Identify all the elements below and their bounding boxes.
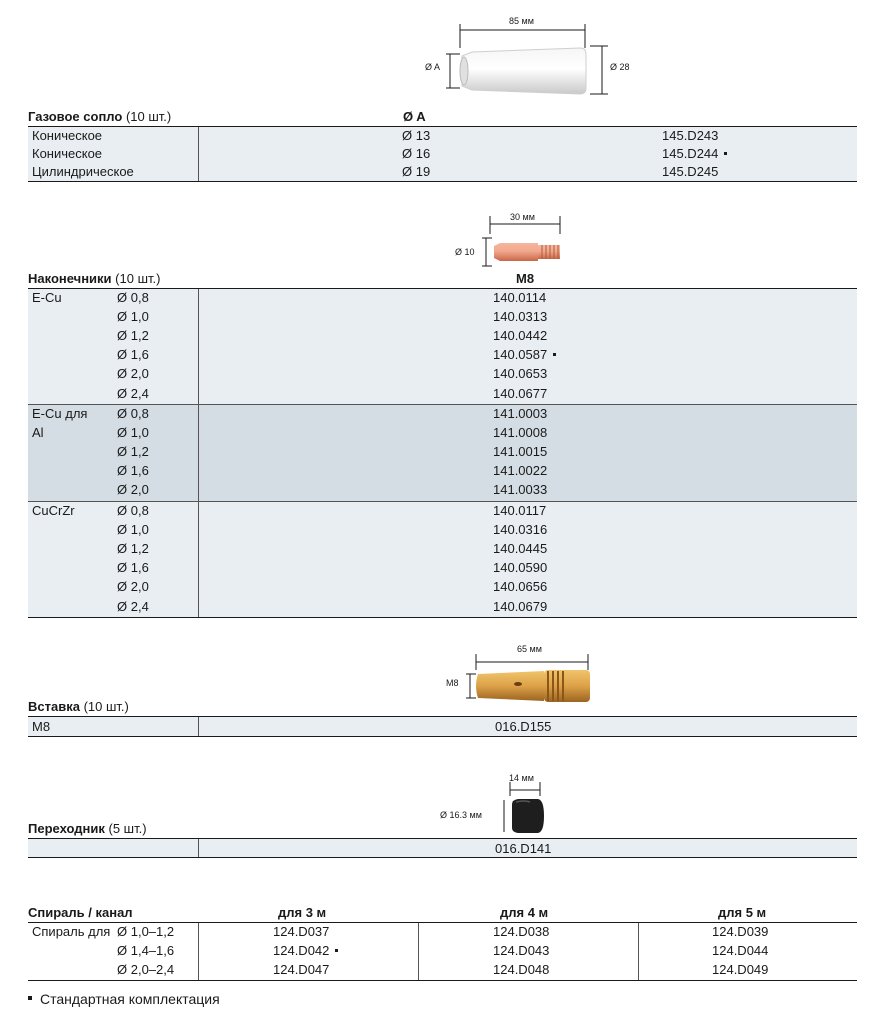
liner-row-dia-text: Ø 2,0–2,4 [117,962,175,977]
tips-row-dia-text: Ø 0,8 [117,406,149,421]
tips-group [28,405,857,502]
tips-row-dia-text: Ø 2,0 [117,366,149,381]
tips-row-dia [117,444,149,459]
nozzle-col-header: Ø A [403,109,426,124]
tips-row-code-text: 140.0316 [493,522,548,537]
tips-row-dia [117,463,149,478]
nozzle-row-name [32,164,134,179]
tips-section-title: Наконечники (10 шт.) [28,271,161,286]
liner-col-header-4m: для 4 м [500,905,549,920]
col-divider [198,405,199,501]
tips-row-dia-text: Ø 1,2 [117,444,149,459]
tips-row-code-text: 140.0114 [493,290,547,305]
tips-row-dia [117,309,149,324]
insert-length-label: 65 мм [517,644,542,654]
liner-row-dia [117,962,174,977]
nozzle-row-code [662,164,718,179]
adapter-code: 016.D141 [495,841,552,856]
tips-row-dia-text: Ø 1,2 [117,328,149,343]
tips-group-name-2-text: Al [32,425,44,441]
tips-row-dia [117,560,149,575]
nozzle-row-name [32,146,102,161]
tips-group [28,502,857,618]
liner-row-code-text: 124.D043 [493,943,550,958]
tips-row-code-text: 141.0008 [493,425,548,440]
liner-row-code-text: 124.D042 [273,943,330,958]
adapter-row [28,839,857,858]
liner-row-code-text: 124.D049 [712,962,769,977]
tips-row-dia-text: Ø 2,4 [117,386,149,401]
tips-group [28,289,857,405]
tips-row-code-text: 140.0679 [493,599,548,614]
tips-row-code [493,463,547,478]
footnote-text: Стандартная комплектация [40,991,220,1007]
tips-row-code [493,503,546,518]
tips-row-code [493,522,547,537]
tips-row-code-text: 140.0587 [493,347,548,362]
liner-row-dia-text: Ø 1,0–1,2 [117,924,175,939]
nozzle-row-name [32,128,102,143]
insert-drawing [460,650,610,710]
nozzle-row-dia [402,128,430,143]
tips-row-code [493,599,547,614]
liner-row-dia [117,924,174,939]
liner-row-code [273,962,329,977]
nozzle-row-code-text: 145.D245 [662,164,719,179]
tips-row-dia [117,328,149,343]
tips-row-dia-text: Ø 1,2 [117,541,149,556]
tips-row-dia [117,522,149,537]
liner-row-code [712,962,768,977]
tips-row-code-text: 140.0653 [493,366,548,381]
nozzle-length-label: 85 мм [509,16,534,26]
liner-col-header-3m: для 3 м [278,905,327,920]
tips-row-dia-text: Ø 1,6 [117,463,149,478]
nozzle-row-name-text: Цилиндрическое [32,164,134,179]
insert-section-title: Вставка (10 шт.) [28,699,129,714]
liner-table-body [28,923,857,981]
tips-row-dia [117,579,149,594]
tips-row-code [493,328,547,343]
tips-row-code [493,425,547,440]
insert-name: M8 [32,719,51,734]
nozzle-row-dia-text: Ø 13 [402,128,431,143]
tips-group-name-text: E-Cu для [32,406,88,421]
liner-prefix [32,924,110,939]
tips-row-code-text: 140.0677 [493,386,548,401]
tips-row-dia-text: Ø 2,4 [117,599,149,614]
liner-row-code-text: 124.D037 [273,924,330,939]
nozzle-row-dia-text: Ø 19 [402,164,431,179]
standard-marker-icon [553,353,556,356]
tips-row-dia [117,366,149,381]
col-divider [638,923,639,980]
tips-row-code [493,482,547,497]
nozzle-row-name-text: Коническое [32,128,103,143]
standard-marker-icon [724,152,727,155]
col-divider [198,839,199,857]
tips-row-dia [117,347,149,362]
tips-row-dia [117,541,149,556]
tips-row-dia [117,386,149,401]
nozzle-a-label: Ø A [425,62,441,72]
liner-row-code-text: 124.D044 [712,943,769,958]
tips-row-code-text: 140.0313 [493,309,548,324]
col-divider [418,923,419,980]
tips-row-dia-text: Ø 1,6 [117,560,149,575]
tips-row-code-text: 140.0445 [493,541,548,556]
tips-row-dia [117,503,149,518]
tips-group-name-text: E-Cu [32,290,62,305]
tips-row-dia-text: Ø 0,8 [117,290,149,305]
nozzle-section-title: Газовое сопло (10 шт.) [28,109,172,124]
adapter-length-label: 14 мм [509,773,534,783]
tips-row-dia [117,482,149,497]
tips-row-dia-text: Ø 1,6 [117,347,149,362]
tips-group-name-text: CuCrZr [32,503,75,518]
liner-section-title: Спираль / канал [28,905,133,920]
tips-group-name [32,290,62,305]
insert-row [28,717,857,737]
liner-row-dia [117,943,174,958]
tips-row-code [493,366,547,381]
nozzle-row-dia-text: Ø 16 [402,146,431,161]
tips-row-code [493,309,547,324]
adapter-section-title: Переходник (5 шт.) [28,821,147,836]
nozzle-outer-label: Ø 28 [610,62,630,72]
liner-row-code [273,943,338,958]
nozzle-row-code [662,128,718,143]
footnote [28,991,220,1007]
tips-row-dia [117,290,149,305]
col-divider [198,923,199,980]
liner-row-code [712,943,768,958]
nozzle-row-dia [402,164,430,179]
liner-prefix-text: Спираль для [32,924,111,939]
tips-group-name [32,503,75,518]
tips-row-code-text: 140.0117 [493,503,547,518]
tips-row-dia-text: Ø 2,0 [117,482,149,497]
liner-row-code [712,924,768,939]
nozzle-row-name-text: Коническое [32,146,103,161]
nozzle-row-code-text: 145.D243 [662,128,719,143]
gas-nozzle-drawing [440,20,640,100]
tips-group-name-2 [32,425,44,440]
tips-row-code-text: 140.0590 [493,560,548,575]
nozzle-row-dia [402,146,430,161]
liner-col-header-5m: для 5 м [718,905,767,920]
tip-length-label: 30 мм [510,212,535,222]
tips-row-dia [117,599,149,614]
liner-row-code-text: 124.D047 [273,962,330,977]
tips-row-code-text: 141.0022 [493,463,548,478]
tips-row-code [493,541,547,556]
tips-row-dia-text: Ø 1,0 [117,425,149,440]
tips-row-code [493,290,546,305]
liner-row-code [493,962,549,977]
standard-marker-icon [335,949,338,952]
tips-row-dia [117,425,149,440]
tips-col-header: M8 [516,271,535,286]
tip-dia-label: Ø 10 [455,247,475,257]
tips-row-code-text: 141.0003 [493,406,548,421]
nozzle-row-code-text: 145.D244 [662,146,719,161]
tips-row-code-text: 140.0656 [493,579,548,594]
tips-row-code-text: 140.0442 [493,328,548,343]
tips-group-name [32,406,87,421]
liner-row-code [493,924,549,939]
liner-row-code [273,924,329,939]
liner-row-code-text: 124.D038 [493,924,550,939]
tips-row-code [493,560,547,575]
insert-code: 016.D155 [495,719,552,734]
tips-row-code [493,444,547,459]
liner-row-code-text: 124.D039 [712,924,769,939]
tips-row-code [493,386,547,401]
liner-row-dia-text: Ø 1,4–1,6 [117,943,175,958]
tips-row-dia [117,406,149,421]
tips-row-dia-text: Ø 0,8 [117,503,149,518]
col-divider [198,502,199,617]
adapter-dia-label: Ø 16.3 мм [440,810,482,820]
liner-row-code [493,943,549,958]
col-divider [198,289,199,404]
col-divider [198,717,199,736]
liner-row-code-text: 124.D048 [493,962,550,977]
tips-row-dia-text: Ø 2,0 [117,579,149,594]
tips-row-dia-text: Ø 1,0 [117,522,149,537]
tips-row-code [493,579,547,594]
tips-row-code-text: 141.0015 [493,444,548,459]
nozzle-row-code [662,146,727,161]
standard-marker-icon [28,996,32,1000]
col-divider [198,127,199,181]
nozzle-table-body [28,127,857,182]
tips-row-code [493,406,547,421]
tips-row-code-text: 141.0033 [493,482,548,497]
insert-thread-label: M8 [446,678,459,688]
tips-row-dia-text: Ø 1,0 [117,309,149,324]
tips-row-code [493,347,556,362]
